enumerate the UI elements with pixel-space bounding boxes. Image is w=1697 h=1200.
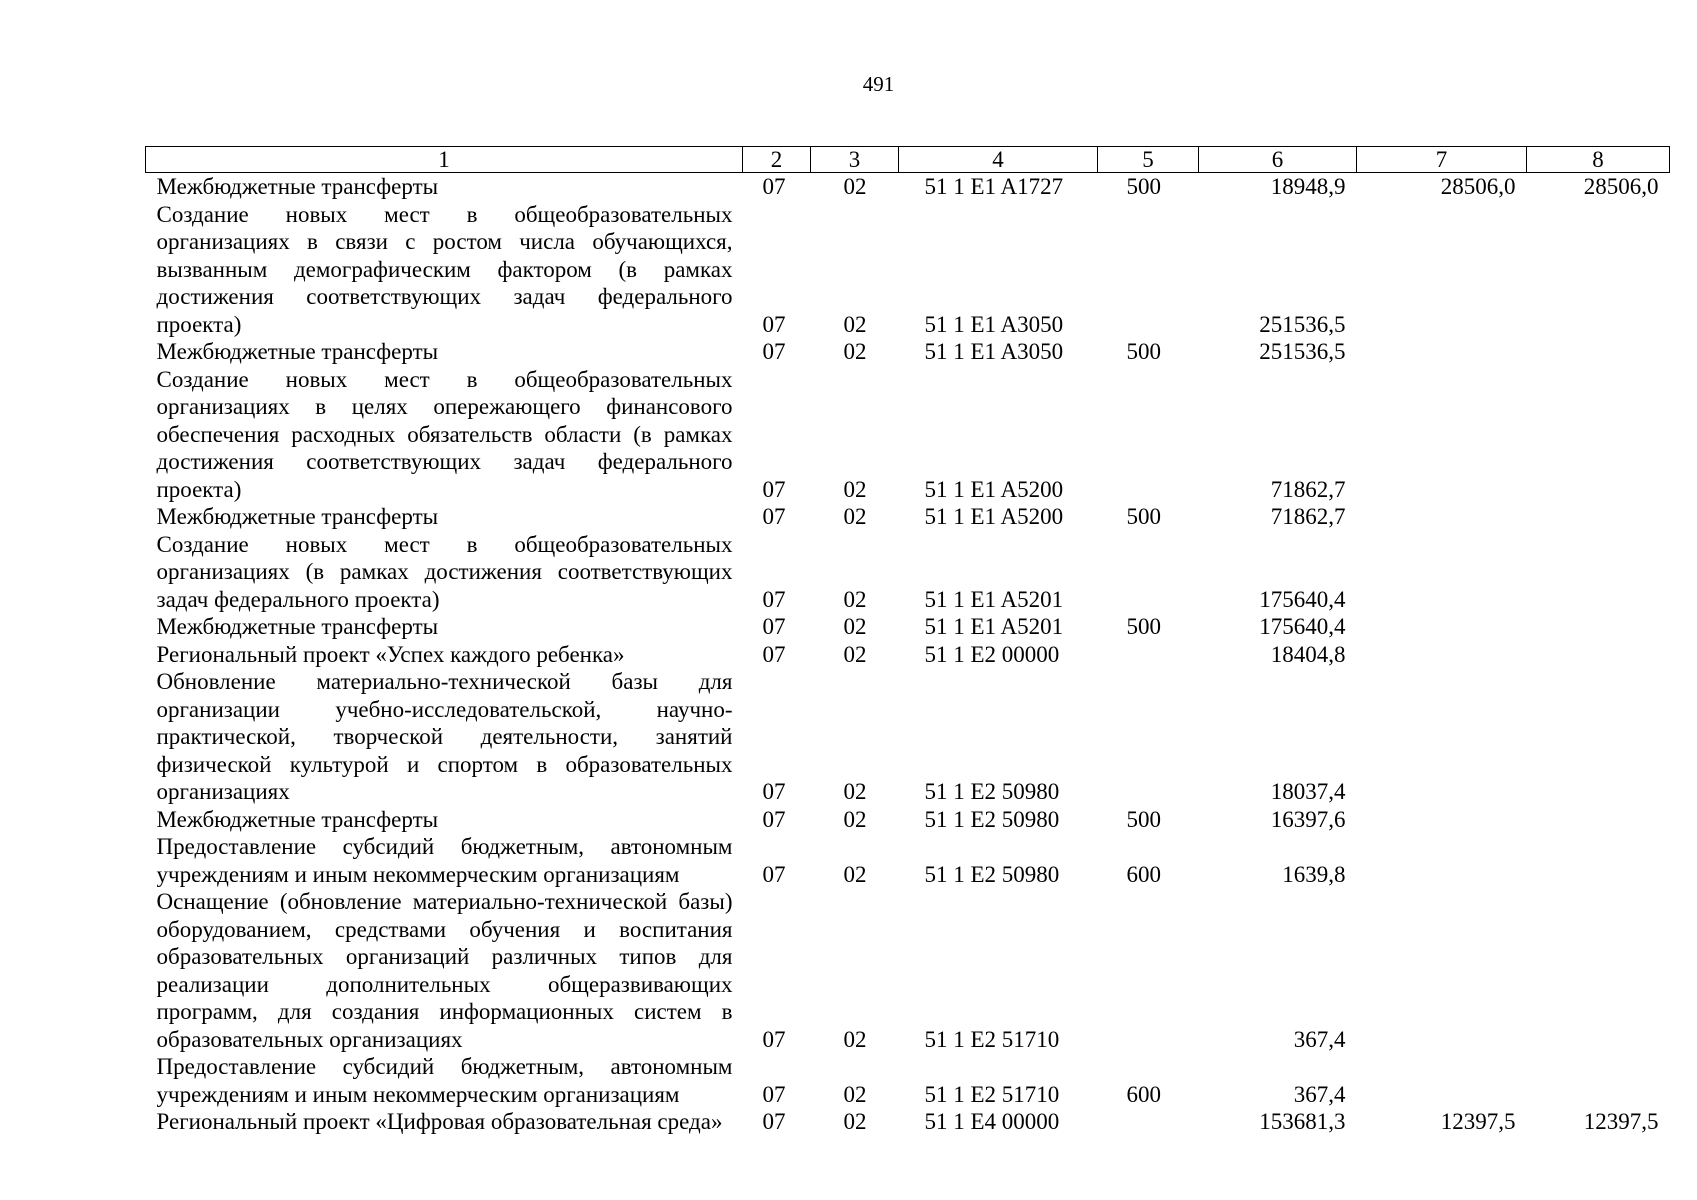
expense-type-cell: 600 [1126, 861, 1161, 887]
expense-type-cell [1098, 531, 1199, 614]
amount-cell [1357, 806, 1527, 834]
target-code-cell: 51 1 E1 A5200 [924, 476, 1064, 502]
table-row [146, 503, 1670, 531]
target-code-cell: 51 1 E4 00000 [924, 1109, 1060, 1134]
amount-cell: 12397,5 [1440, 1109, 1516, 1134]
expense-type-cell: 500 [1126, 504, 1161, 529]
target-code-cell: 51 1 E2 00000 [924, 641, 1060, 667]
section-cell: 07 [762, 1026, 786, 1052]
target-code-cell: 51 1 E1 A5201 [924, 586, 1064, 612]
expense-type-cell [1098, 201, 1199, 339]
table-row [146, 613, 1670, 641]
subsection-cell: 02 [843, 779, 867, 804]
target-code-cell: 51 1 E2 51710 [924, 1026, 1060, 1052]
section-cell: 07 [762, 476, 786, 502]
expense-type-cell: 500 [1126, 806, 1161, 832]
subsection-cell: 02 [843, 311, 867, 337]
column-header: 7 [1357, 147, 1527, 173]
subsection-cell: 02 [843, 1081, 867, 1107]
row-name-cell: Региональный проект «Цифровая образовательная среда» [156, 1109, 723, 1134]
row-name-cell: Предоставление субсидий бюджетным, автономным учреждениям и иным некоммерческим организациям [156, 1054, 733, 1107]
amount-cell: 28506,0 [1583, 174, 1659, 199]
amount-cell [1527, 613, 1670, 641]
column-header: 3 [811, 147, 899, 173]
amount-cell [1357, 531, 1527, 614]
amount-cell: 28506,0 [1440, 174, 1516, 199]
section-cell: 07 [762, 504, 786, 529]
expense-type-cell: 500 [1126, 614, 1161, 639]
table-row [146, 1108, 1670, 1136]
target-code-cell: 51 1 E2 50980 [924, 779, 1060, 804]
expense-type-cell [1098, 888, 1199, 1053]
row-name-cell: Создание новых мест в общеобразовательных организациях в целях опережающего финансового обеспечения расходных обязательств области (в рамках достижения соответствующих задач федерального проекта) [156, 366, 733, 502]
table-header [146, 147, 1670, 173]
amount-cell: 18404,8 [1270, 641, 1346, 667]
amount-cell [1527, 503, 1670, 531]
subsection-cell: 02 [843, 614, 867, 639]
subsection-cell: 02 [843, 339, 867, 364]
amount-cell [1357, 833, 1527, 888]
amount-cell [1527, 531, 1670, 614]
table-row [146, 531, 1670, 614]
section-cell: 07 [762, 586, 786, 612]
amount-cell [1357, 613, 1527, 641]
row-name-cell: Предоставление субсидий бюджетным, автономным учреждениям и иным некоммерческим организациям [156, 834, 733, 887]
subsection-cell: 02 [843, 174, 867, 199]
table-row [146, 1053, 1670, 1108]
amount-cell [1527, 888, 1670, 1053]
section-cell: 07 [762, 641, 786, 667]
expense-type-cell [1098, 641, 1199, 669]
row-name-cell: Создание новых мест в общеобразовательных организациях в связи с ростом числа обучающихся, вызванным демографическим фактором (в рамках достижения соответствующих задач федерального проекта) [156, 201, 733, 337]
amount-cell [1357, 503, 1527, 531]
section-cell: 07 [762, 1109, 786, 1134]
row-name-cell: Межбюджетные трансферты [156, 504, 439, 529]
amount-cell [1527, 1053, 1670, 1108]
subsection-cell: 02 [843, 504, 867, 529]
amount-cell [1527, 366, 1670, 504]
section-cell: 07 [762, 339, 786, 364]
expense-type-cell: 500 [1126, 339, 1161, 364]
table-body [146, 173, 1670, 1136]
amount-cell [1357, 201, 1527, 339]
amount-cell [1527, 641, 1670, 669]
amount-cell: 18948,9 [1270, 174, 1346, 199]
row-name-cell: Межбюджетные трансферты [156, 614, 439, 639]
column-header: 5 [1098, 147, 1199, 173]
table-row [146, 888, 1670, 1053]
amount-cell: 175640,4 [1259, 586, 1346, 612]
amount-cell: 71862,7 [1270, 504, 1346, 529]
column-header: 4 [899, 147, 1098, 173]
section-cell: 07 [762, 174, 786, 199]
amount-cell: 175640,4 [1259, 614, 1346, 639]
section-cell: 07 [762, 311, 786, 337]
amount-cell [1527, 338, 1670, 366]
table-row [146, 366, 1670, 504]
amount-cell [1527, 833, 1670, 888]
expense-type-cell: 500 [1126, 174, 1161, 199]
target-code-cell: 51 1 E1 A1727 [924, 174, 1064, 199]
row-name-cell: Межбюджетные трансферты [156, 339, 439, 364]
table-row [146, 173, 1670, 201]
section-cell: 07 [762, 806, 786, 832]
row-name-cell: Межбюджетные трансферты [156, 806, 439, 832]
target-code-cell: 51 1 E2 51710 [924, 1081, 1060, 1107]
table-row [146, 833, 1670, 888]
column-header: 8 [1527, 147, 1670, 173]
amount-cell [1357, 668, 1527, 806]
expense-type-cell [1098, 366, 1199, 504]
amount-cell [1357, 1053, 1527, 1108]
amount-cell: 367,4 [1293, 1081, 1346, 1107]
amount-cell [1357, 888, 1527, 1053]
target-code-cell: 51 1 E1 A5200 [924, 504, 1064, 529]
target-code-cell: 51 1 E1 A5201 [924, 614, 1064, 639]
row-name-cell: Региональный проект «Успех каждого ребенка» [156, 641, 625, 667]
column-header: 6 [1199, 147, 1357, 173]
amount-cell: 251536,5 [1259, 339, 1346, 364]
subsection-cell: 02 [843, 1109, 867, 1134]
amount-cell [1527, 668, 1670, 806]
page-number: 491 [862, 72, 895, 96]
amount-cell [1527, 806, 1670, 834]
subsection-cell: 02 [843, 476, 867, 502]
amount-cell: 18037,4 [1270, 779, 1346, 804]
amount-cell [1357, 338, 1527, 366]
subsection-cell: 02 [843, 806, 867, 832]
table-row [146, 201, 1670, 339]
subsection-cell: 02 [843, 1026, 867, 1052]
section-cell: 07 [762, 779, 786, 804]
amount-cell [1357, 366, 1527, 504]
row-name-cell: Межбюджетные трансферты [156, 174, 439, 199]
budget-table [145, 146, 1670, 1136]
target-code-cell: 51 1 E2 50980 [924, 806, 1060, 832]
column-header: 2 [743, 147, 811, 173]
section-cell: 07 [762, 861, 786, 887]
section-cell: 07 [762, 1081, 786, 1107]
amount-cell: 71862,7 [1270, 476, 1346, 502]
row-name-cell: Оснащение (обновление материально-технической базы) оборудованием, средствами обучения и воспитания образовательных организаций различных типов для реализации дополнительных общеразвивающих программ, для создания информационных систем в образовательных организациях [156, 889, 733, 1052]
amount-cell: 1639,8 [1282, 861, 1346, 887]
target-code-cell: 51 1 E2 50980 [924, 861, 1060, 887]
amount-cell: 16397,6 [1270, 806, 1346, 832]
expense-type-cell: 600 [1126, 1081, 1161, 1107]
amount-cell: 251536,5 [1259, 311, 1346, 337]
column-header: 1 [146, 147, 743, 173]
subsection-cell: 02 [843, 641, 867, 667]
target-code-cell: 51 1 E1 A3050 [924, 339, 1064, 364]
table-row [146, 806, 1670, 834]
row-name-cell: Обновление материально-технической базы для организации учебно-исследовательской, научно-практической, творческой деятельности, занятий физической культурой и спортом в образовательных организациях [156, 669, 733, 804]
section-cell: 07 [762, 614, 786, 639]
expense-type-cell [1098, 1108, 1199, 1136]
subsection-cell: 02 [843, 586, 867, 612]
table-row [146, 338, 1670, 366]
subsection-cell: 02 [843, 861, 867, 887]
table-row [146, 668, 1670, 806]
amount-cell [1357, 641, 1527, 669]
amount-cell: 12397,5 [1583, 1109, 1659, 1134]
header-row [146, 147, 1670, 173]
target-code-cell: 51 1 E1 A3050 [924, 311, 1064, 337]
row-name-cell: Создание новых мест в общеобразовательных организациях (в рамках достижения соответствующих задач федерального проекта) [156, 531, 733, 612]
amount-cell: 367,4 [1293, 1026, 1346, 1052]
amount-cell: 153681,3 [1259, 1109, 1346, 1134]
table-row [146, 641, 1670, 669]
expense-type-cell [1098, 668, 1199, 806]
amount-cell [1527, 201, 1670, 339]
